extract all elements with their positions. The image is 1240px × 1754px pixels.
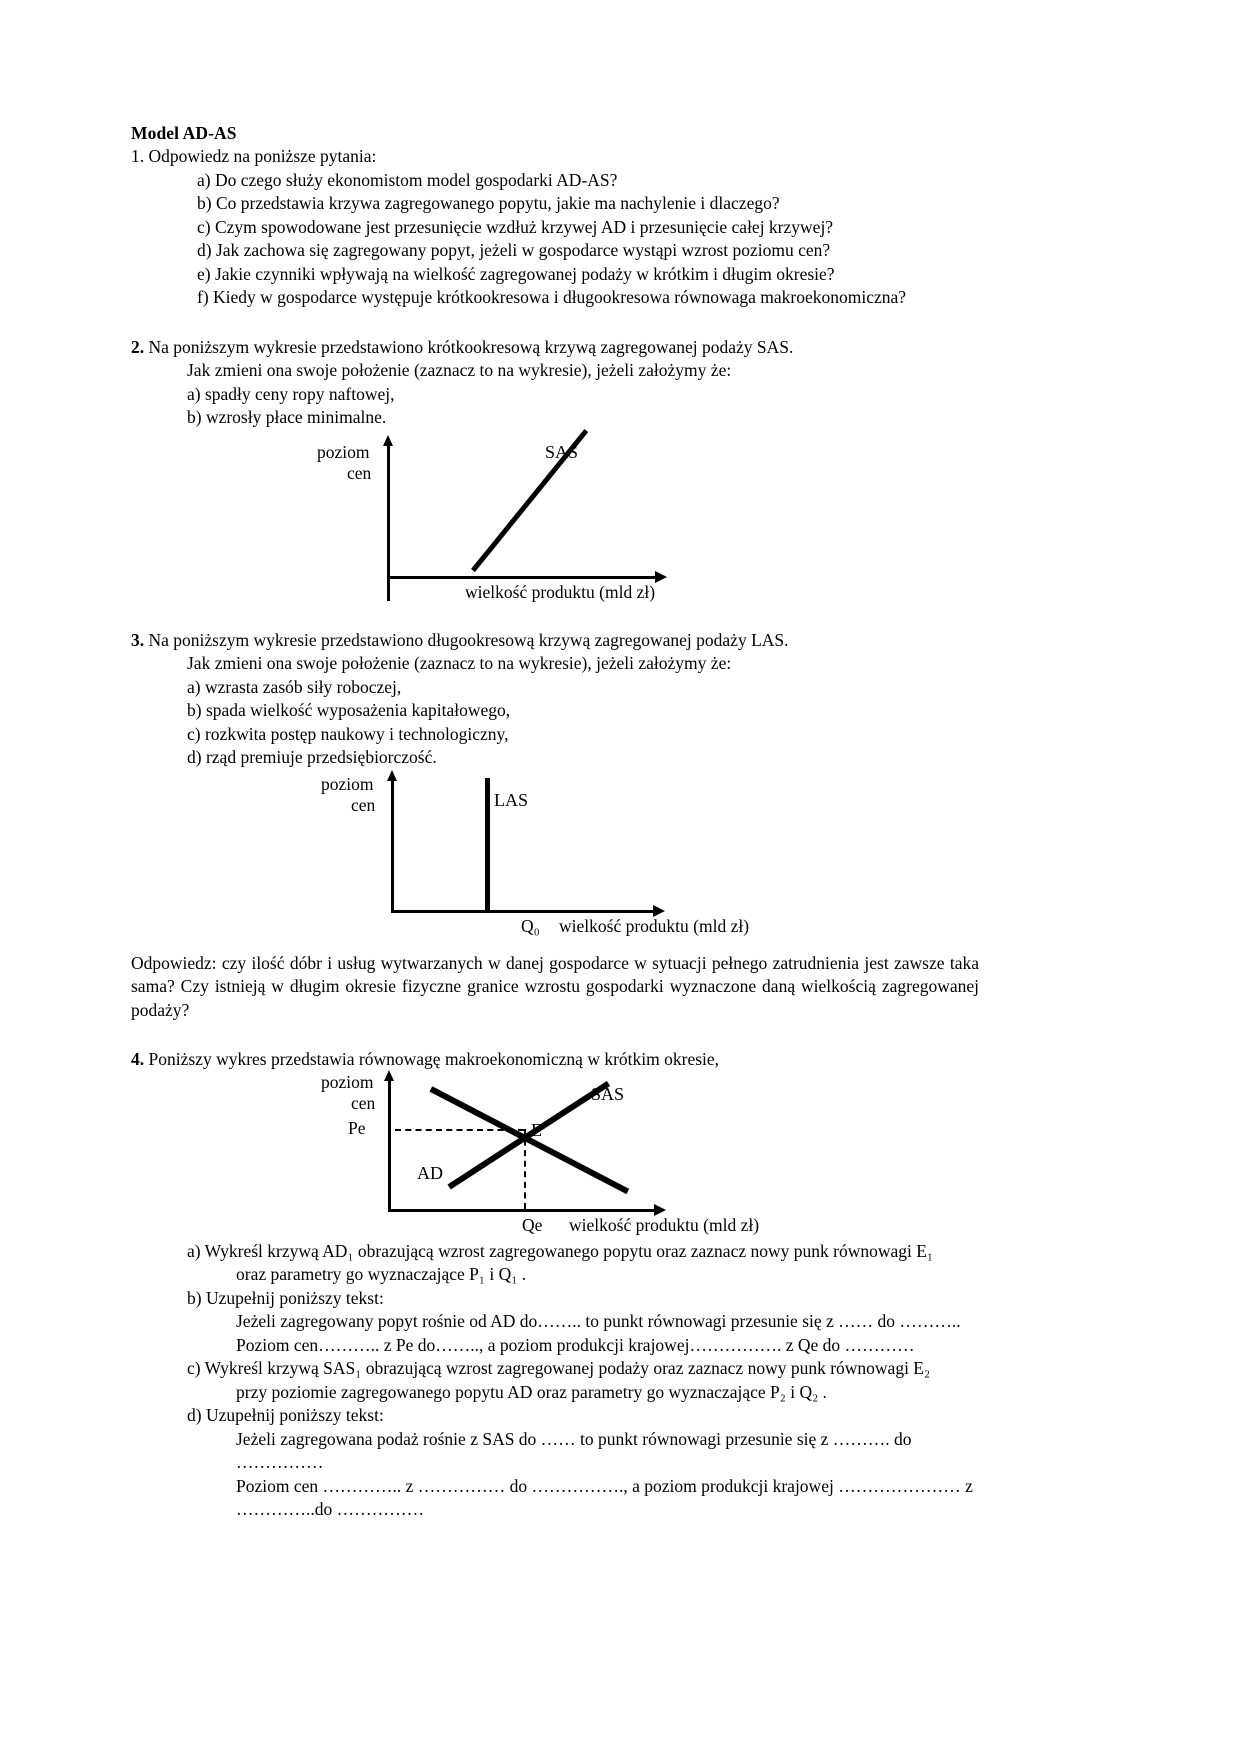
question-1-item-c: c) Czym spowodowane jest przesunięcie wzdłuż krzywej AD i przesunięcie całej krzywej? [197, 216, 834, 237]
question-2-number: 2. [131, 336, 145, 357]
question-3-item-c: c) rozkwita postęp naukowy i technologiczny, [187, 723, 509, 744]
las-chart-ylabel-line2: cen [351, 794, 376, 815]
question-4-item-d-heading: d) Uzupełnij poniższy tekst: [187, 1405, 384, 1425]
spacer [131, 1022, 979, 1048]
question-4-item-a-line1: a) Wykreśl krzywą AD₁ obrazującą wzrost zagregowanego popytu oraz zaznacz nowy punk równowagi E₁ [187, 1240, 934, 1261]
sas-chart-x-axis-arrow [655, 571, 667, 583]
document-content [131, 122, 979, 1522]
equilibrium-chart-ytick-pe: Pe [348, 1117, 366, 1138]
question-4-item-c-line1: c) Wykreśl krzywą SAS₁ obrazującą wzrost zagregowanej podaży oraz zaznacz nowy punk równowagi E₂ [187, 1358, 931, 1378]
question-4-item-d-line3: …………..do …………… [236, 1499, 425, 1519]
question-3-heading-text: Na poniższym wykresie przedstawiono długookresową krzywą zagregowanej podaży LAS. [144, 629, 789, 650]
question-1-item-f: f) Kiedy w gospodarce występuje krótkookresowa i długookresowa równowaga makroekonomiczna? [197, 287, 907, 307]
question-1-item-d: d) Jak zachowa się zagregowany popyt, jeżeli w gospodarce wystąpi wzrost poziomu cen? [197, 240, 831, 260]
question-4-item-d-line1: Jeżeli zagregowana podaż rośnie z SAS do …… to punkt równowagi przesunie się z ………. do …………… [236, 1428, 912, 1472]
question-1-heading: 1. Odpowiedz na poniższe pytania: [131, 146, 377, 166]
equilibrium-chart-ylabel-line2: cen [351, 1092, 376, 1113]
question-1-item-e: e) Jakie czynniki wpływają na wielkość zagregowanej podaży w krótkim i długim okresie? [197, 263, 835, 284]
las-chart-xlabel: wielkość produktu (mld zł) [559, 915, 750, 936]
sas-chart-ylabel-line1: poziom [317, 441, 370, 462]
equilibrium-chart-xlabel: wielkość produktu (mld zł) [569, 1214, 760, 1235]
question-2-subheading: Jak zmieni ona swoje położenie (zaznacz to na wykresie), jeżeli założymy że: [187, 360, 732, 380]
equilibrium-chart-curve-label-sas: SAS [591, 1083, 625, 1104]
sas-chart-curve-label-sas: SAS [545, 441, 579, 462]
question-2-heading-text: Na poniższym wykresie przedstawiono krótkookresową krzywą zagregowanej podaży SAS. [144, 336, 794, 357]
equilibrium-chart-point-e: E [531, 1119, 542, 1140]
spacer [131, 615, 979, 629]
question-1-item-b: b) Co przedstawia krzywa zagregowanego popytu, jakie ma nachylenie i dlaczego? [197, 193, 780, 213]
question-3-subheading: Jak zmieni ona swoje położenie (zaznacz to na wykresie), jeżeli założymy że: [187, 653, 732, 673]
question-1-item-a: a) Do czego służy ekonomistom model gospodarki AD-AS? [197, 169, 618, 190]
question-4-heading [131, 1048, 979, 1072]
question-2-item-a: a) spadły ceny ropy naftowej, [187, 383, 395, 404]
question-4-heading-text: Poniższy wykres przedstawia równowagę makroekonomiczną w krótkim okresie, [144, 1049, 720, 1069]
question-2-item-b: b) wzrosły płace minimalne. [187, 407, 387, 427]
question-3-heading [131, 629, 979, 653]
las-chart-ylabel-line1: poziom [321, 773, 374, 794]
equilibrium-chart-curve-label-ad: AD [417, 1162, 443, 1183]
equilibrium-chart [131, 1072, 979, 1240]
page-title: Model AD-AS [131, 123, 237, 143]
equilibrium-chart-xtick-qe: Qe [522, 1214, 543, 1235]
question-3-item-a: a) wzrasta zasób siły roboczej, [187, 676, 402, 697]
question-4-item-c-line2: przy poziomie zagregowanego popytu AD oraz parametry go wyznaczające P₂ i Q₂ . [236, 1381, 827, 1402]
equilibrium-chart-x-axis [388, 1209, 656, 1213]
sas-chart-y-axis-arrow [383, 435, 393, 446]
question-2-heading [131, 336, 979, 360]
question-3-number: 3. [131, 629, 145, 650]
las-chart-xtick-q0: Q₀ [521, 915, 540, 936]
equilibrium-chart-ylabel-line1: poziom [321, 1071, 374, 1092]
question-3-answer-paragraph: Odpowiedz: czy ilość dóbr i usług wytwarzanych w danej gospodarce w sytuacji pełnego zatrudnienia jest zawsze taka sama? Czy istnieją w długim okresie fizyczne granice wzrostu gospodarki wyznaczone daną wielkością zagregowanej podaży? [131, 952, 979, 1020]
question-4-item-b-line2: Poziom cen……….. z Pe do…….., a poziom produkcji krajowej……………. z Qe do ………… [236, 1334, 915, 1355]
spacer [131, 938, 979, 952]
sas-chart-x-axis [387, 576, 657, 580]
equilibrium-chart-y-axis [388, 1080, 391, 1212]
equilibrium-chart-pe-guideline [395, 1129, 524, 1131]
las-chart-curve-las [485, 778, 490, 912]
equilibrium-chart-qe-guideline [524, 1129, 526, 1209]
las-chart-curve-label-las: LAS [494, 789, 529, 810]
sas-chart [131, 430, 979, 615]
question-4-item-b-heading: b) Uzupełnij poniższy tekst: [187, 1287, 384, 1308]
question-4-number: 4. [131, 1049, 145, 1069]
spacer [131, 310, 979, 336]
question-4-item-d-line2: Poziom cen ………….. z …………… do ……………., a poziom produkcji krajowej ………………… z [236, 1475, 973, 1496]
question-3-item-d: d) rząd premiuje przedsiębiorczość. [187, 747, 437, 767]
las-chart [131, 770, 979, 938]
sas-chart-ylabel-line2: cen [347, 462, 372, 483]
question-3-item-b: b) spada wielkość wyposażenia kapitałowego, [187, 700, 511, 720]
question-4-item-b-line1: Jeżeli zagregowany popyt rośnie od AD do…….. to punkt równowagi przesunie się z …… do ……….. [236, 1311, 961, 1331]
las-chart-y-axis [391, 780, 394, 913]
sas-chart-xlabel: wielkość produktu (mld zł) [465, 581, 656, 602]
question-4-item-a-line2: oraz parametry go wyznaczające P₁ i Q₁ . [236, 1264, 527, 1284]
las-chart-x-axis [391, 910, 655, 914]
